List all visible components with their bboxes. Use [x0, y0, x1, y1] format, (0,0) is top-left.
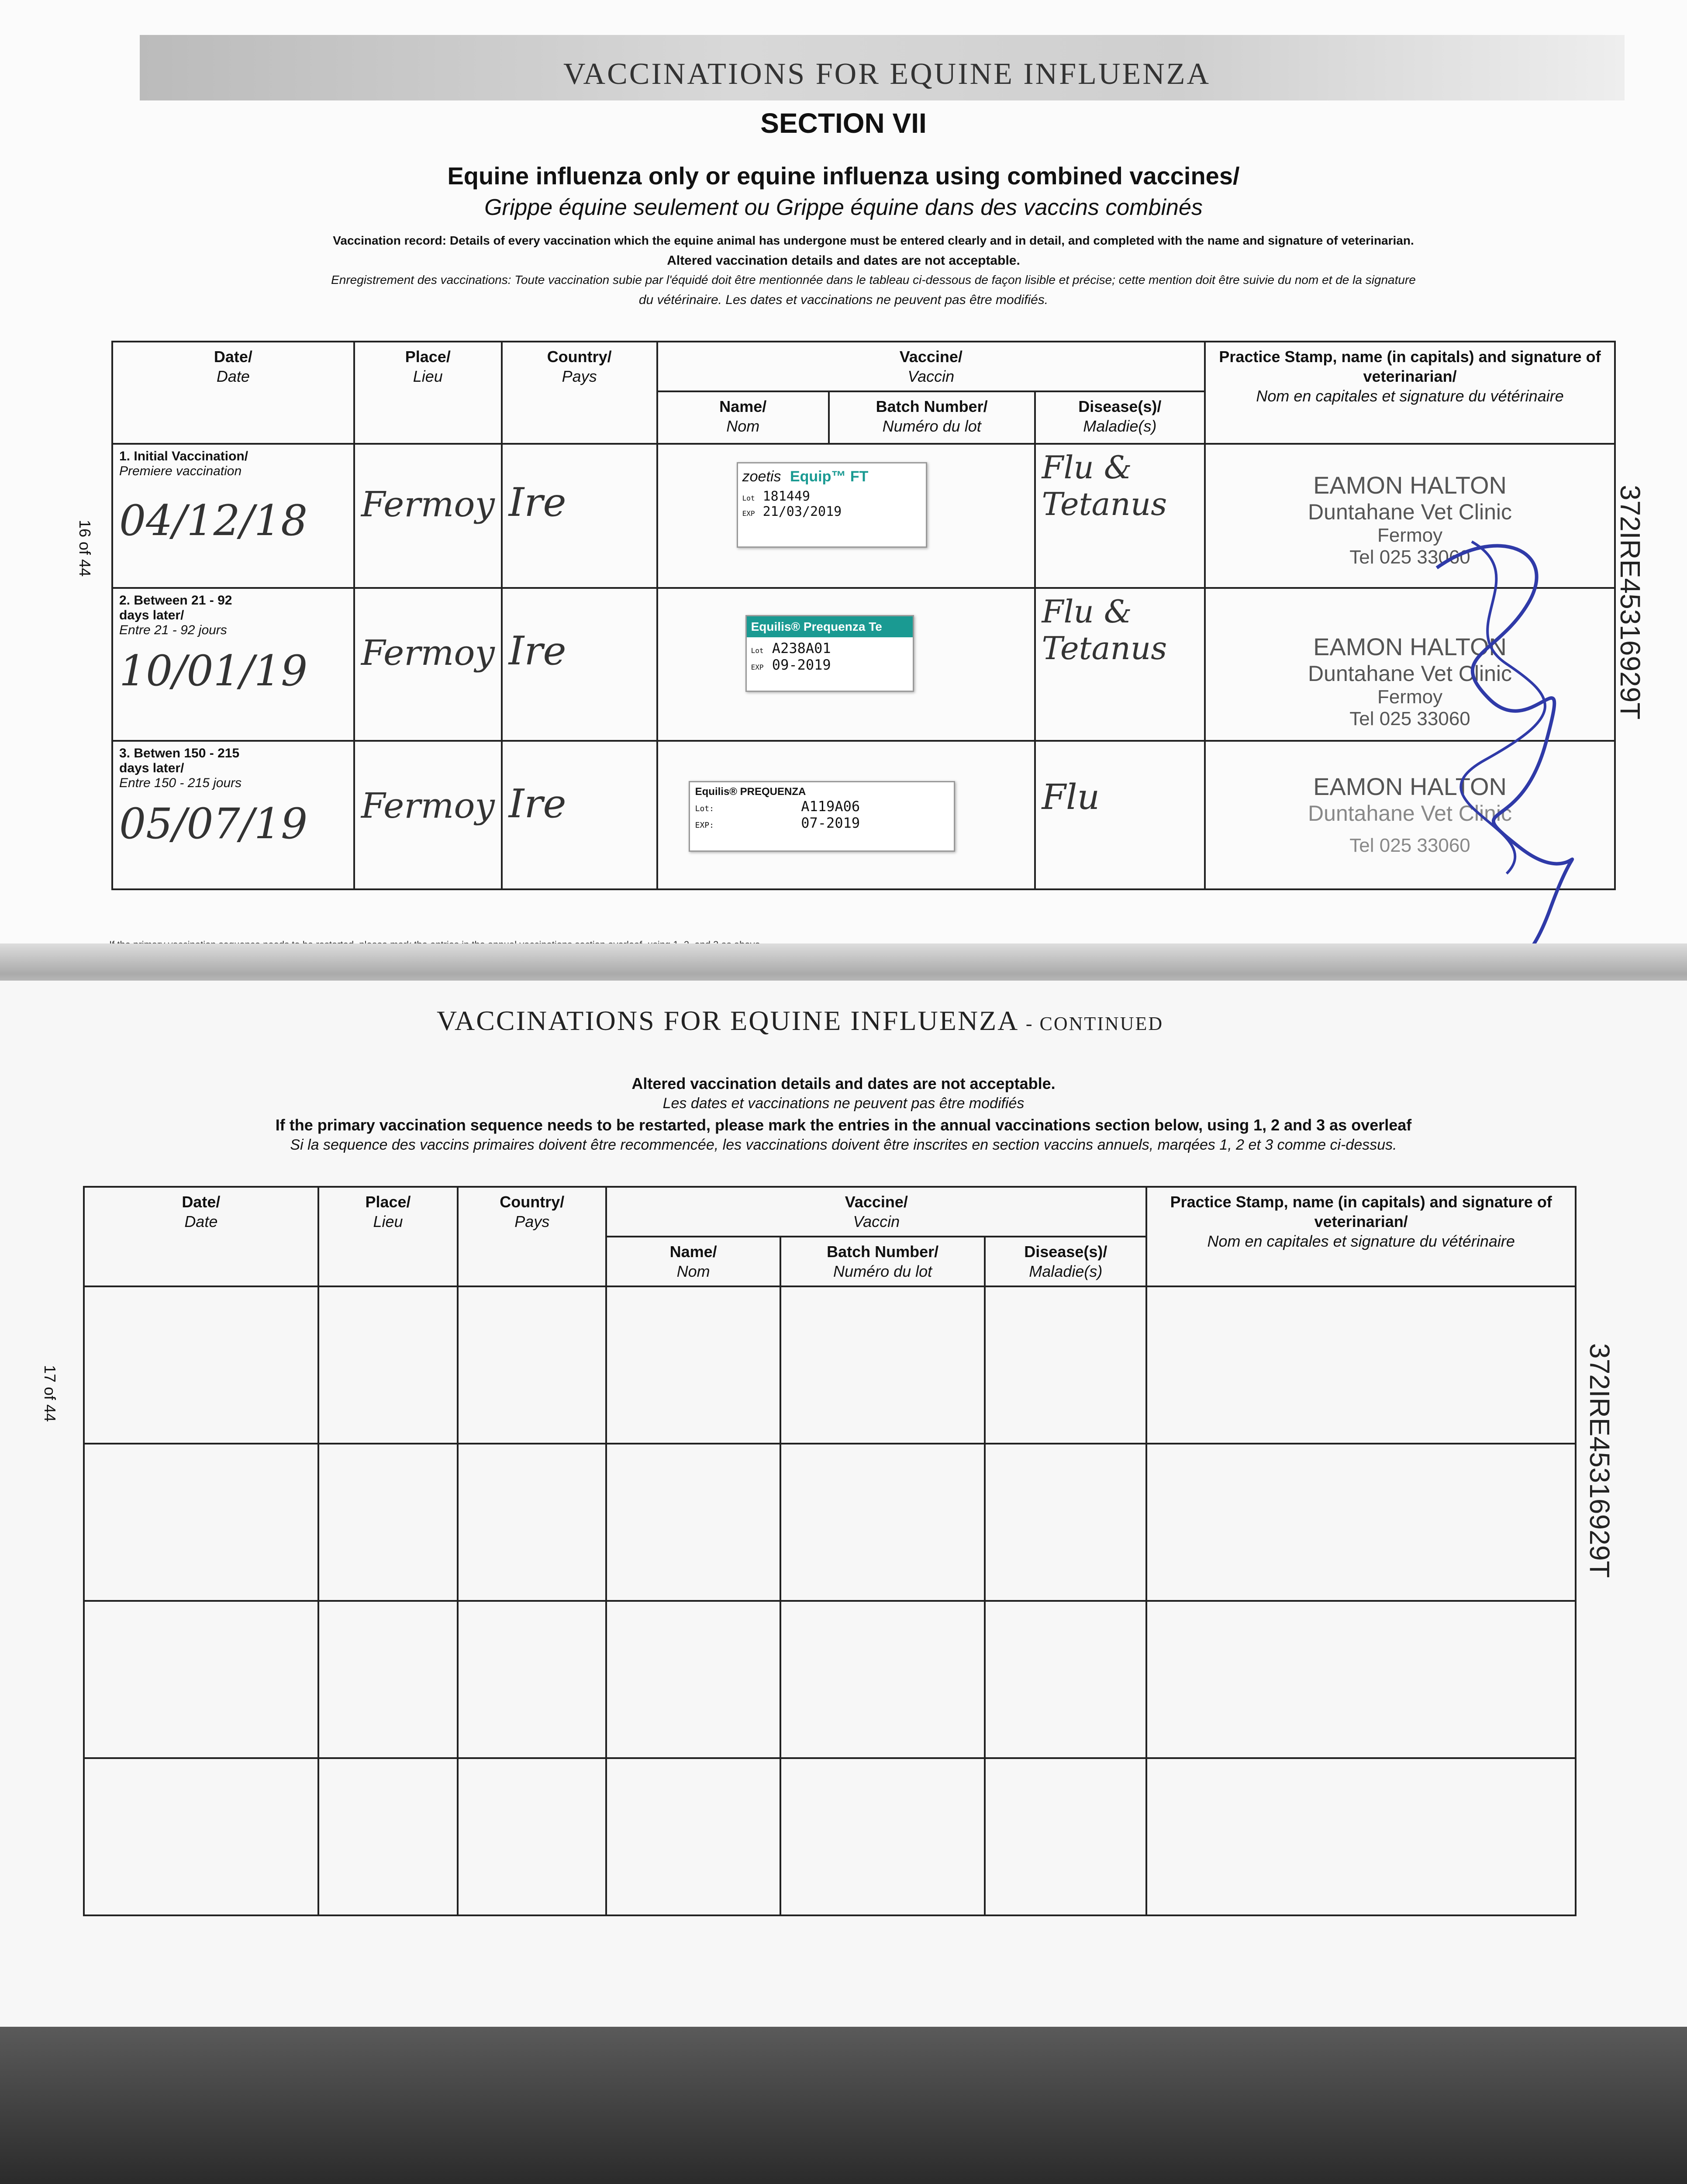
date-cell: 1. Initial Vaccination/ Premiere vaccination 04/12/18 [112, 444, 354, 588]
place-handwritten: Fermoy [361, 484, 495, 525]
bottom-page [0, 981, 1687, 2027]
table-row [112, 444, 1615, 588]
empty-row [84, 1286, 1576, 1444]
country-handwritten: Ire [508, 480, 566, 525]
practice-stamp-cell: EAMON HALTON Duntahane Vet Clinic Tel 025 33060 [1205, 741, 1615, 889]
scanner-background [0, 2027, 1687, 2184]
col-vaccine-header: Vaccine/ Vaccin [606, 1187, 1146, 1237]
empty-row [84, 1758, 1576, 1915]
col-date-header: Date/ Date [84, 1187, 318, 1286]
date-handwritten: 04/12/18 [119, 496, 308, 545]
country-handwritten: Ire [508, 628, 566, 674]
practice-stamp-cell: EAMON HALTON Duntahane Vet Clinic Fermoy Tel 025 33060 [1205, 588, 1615, 741]
empty-row [84, 1444, 1576, 1601]
table-row [112, 588, 1615, 741]
date-cell: 3. Betwen 150 - 215 days later/ Entre 150 - 215 jours 05/07/19 [112, 741, 354, 889]
col-country-header: Country/ Pays [458, 1187, 606, 1286]
side-id: 372IRE45316929T [1584, 1343, 1615, 1578]
col-practice-header: Practice Stamp, name (in capitals) and signature of veterinarian/ Nom en capitales et signature du vétérinaire [1146, 1187, 1576, 1286]
subtitle-en: Equine influenza only or equine influenza using combined vaccines/ [447, 162, 1240, 190]
banner-title: VACCINATIONS FOR EQUINE INFLUENZA - CONTINUED [437, 1005, 1164, 1036]
col-vaccine-header: Vaccine/ Vaccin [657, 342, 1205, 391]
empty-row [84, 1601, 1576, 1758]
col-country-header: Country/ Pays [502, 342, 657, 444]
practice-stamp-cell: EAMON HALTON Duntahane Vet Clinic Fermoy Tel 025 33060 [1205, 444, 1615, 588]
disease-cell: Flu [1035, 741, 1205, 889]
country-cell [502, 444, 657, 588]
vaccination-table [111, 341, 1616, 890]
page-number: 16 of 44 [76, 520, 94, 577]
instr-fr-1: Enregistrement des vaccinations: Toute vaccination subie par l'équidé doit être mentionnée dans le tableau ci-dessous de façon lisible et précise; cette mention doit être suivie du nom et de la signature [331, 273, 1416, 287]
col-name-header: Name/ Nom [606, 1237, 780, 1286]
place-cell [354, 444, 502, 588]
vaccine-sticker-cell [657, 588, 1035, 741]
place-handwritten: Fermoy [361, 632, 495, 673]
place-cell [354, 741, 502, 889]
country-cell [502, 741, 657, 889]
disease-cell: Flu & Tetanus [1035, 444, 1205, 588]
subtitle-fr: Grippe équine seulement ou Grippe équine dans des vaccins combinés [484, 195, 1203, 220]
col-place-header: Place/ Lieu [318, 1187, 458, 1286]
place-handwritten: Fermoy [361, 785, 495, 826]
col-batch-header: Batch Number/ Numéro du lot [780, 1237, 985, 1286]
line2-fr: Si la sequence des vaccins primaires doivent être recommencée, les vaccinations doivent être inscrites en section vaccins annuels, marqées 1, 2 et 3 comme ci-dessus. [290, 1137, 1397, 1153]
instr-en-2: Altered vaccination details and dates are not acceptable. [667, 253, 1020, 268]
col-disease-header: Disease(s)/ Maladie(s) [1035, 391, 1205, 444]
vaccine-sticker: Equilis® PREQUENZA Lot: A119A06 EXP: 07-2019 [689, 781, 955, 852]
table-row [112, 741, 1615, 889]
page-number: 17 of 44 [41, 1365, 59, 1422]
top-page [0, 0, 1687, 981]
line1-en: Altered vaccination details and dates are not acceptable. [631, 1075, 1056, 1092]
col-name-header: Name/ Nom [657, 391, 829, 444]
instr-en-1: Vaccination record: Details of every vaccination which the equine animal has undergone must be entered clearly and in detail, and completed with the name and signature of veterinarian. [333, 234, 1414, 247]
date-handwritten: 05/07/19 [119, 799, 308, 848]
col-disease-header: Disease(s)/ Maladie(s) [985, 1237, 1146, 1286]
date-cell: 2. Between 21 - 92 days later/ Entre 21 - 92 jours 10/01/19 [112, 588, 354, 741]
vaccine-sticker-cell [657, 444, 1035, 588]
vaccination-table-continued [83, 1186, 1577, 1916]
col-batch-header: Batch Number/ Numéro du lot [829, 391, 1035, 444]
col-date-header: Date/ Date [112, 342, 354, 444]
section-title: SECTION VII [760, 107, 927, 139]
vaccine-sticker: Equilis® Prequenza Te Lot A238A01 EXP 09-2019 [745, 615, 914, 692]
banner-title: VACCINATIONS FOR EQUINE INFLUENZA [563, 57, 1211, 91]
col-practice-header: Practice Stamp, name (in capitals) and signature of veterinarian/ Nom en capitales et signature du vétérinaire [1205, 342, 1615, 444]
vaccine-sticker-cell [657, 741, 1035, 889]
side-id: 372IRE45316929T [1615, 485, 1646, 720]
place-cell [354, 588, 502, 741]
col-place-header: Place/ Lieu [354, 342, 502, 444]
signature-scribble [1419, 515, 1603, 974]
disease-cell: Flu & Tetanus [1035, 588, 1205, 741]
country-handwritten: Ire [508, 781, 566, 827]
vaccine-sticker: zoetis Equip™ FT Lot 181449 EXP 21/03/2019 [737, 462, 927, 548]
zoetis-logo: zoetis [742, 468, 781, 485]
line1-fr: Les dates et vaccinations ne peuvent pas être modifiés [662, 1095, 1025, 1112]
date-handwritten: 10/01/19 [119, 646, 308, 695]
instr-fr-2: du vétérinaire. Les dates et vaccinations ne peuvent pas être modifiés. [638, 293, 1049, 307]
country-cell [502, 588, 657, 741]
line2-en: If the primary vaccination sequence needs to be restarted, please mark the entries in the annual vaccinations section below, using 1, 2 and 3 as overleaf [275, 1116, 1412, 1134]
